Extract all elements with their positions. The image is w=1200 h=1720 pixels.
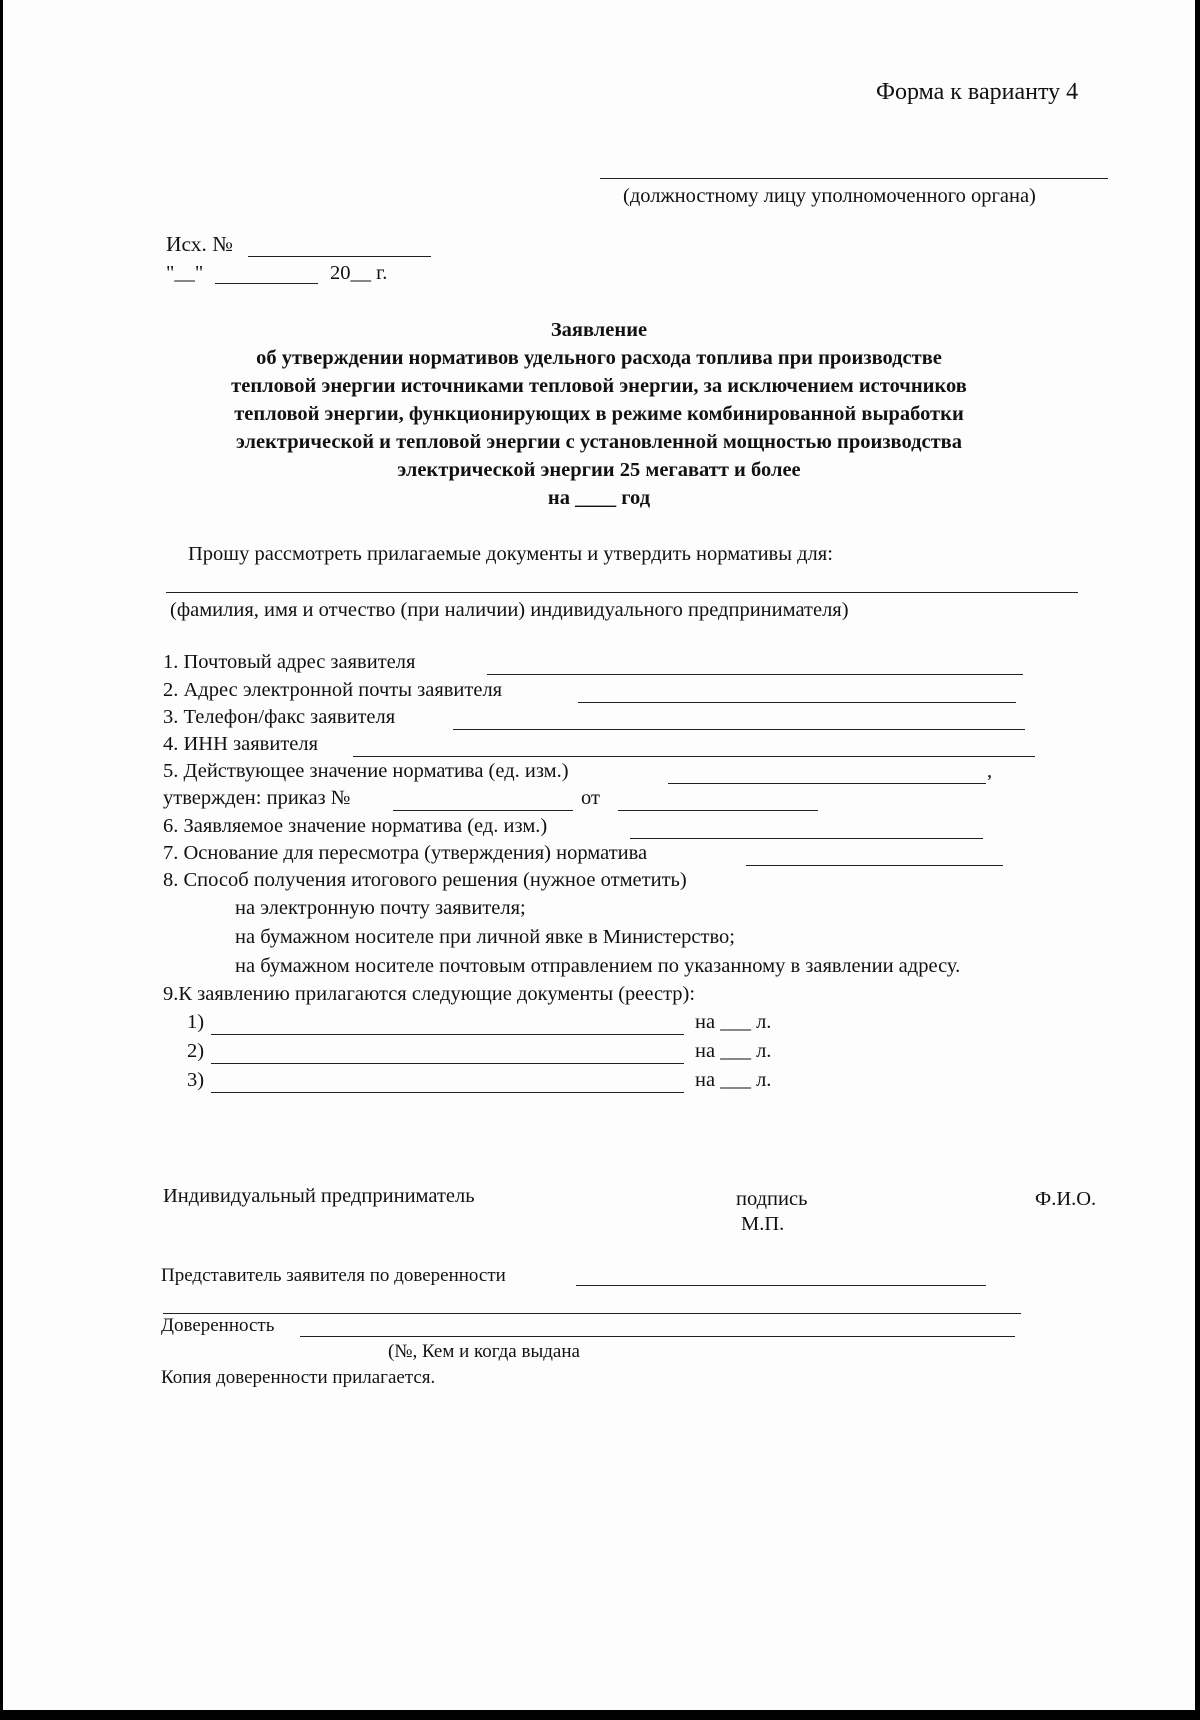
attachment-2-number: 2) [187,1040,205,1062]
power-of-attorney-copy-note: Копия доверенности прилагается. [161,1367,436,1388]
order-date-label: от [581,787,600,809]
date-day: "__" [166,262,204,284]
basis-label: 7. Основание для пересмотра (утверждения) норматива [163,842,648,864]
representative-line[interactable] [576,1285,986,1286]
declared-norm-label: 6. Заявляемое значение норматива (ед. изм.) [163,815,548,837]
power-of-attorney-caption: (№, Кем и когда выдана [388,1341,580,1362]
order-number-line[interactable] [393,810,573,811]
power-of-attorney-line[interactable] [300,1336,1015,1337]
date-year: 20__ г. [330,262,388,284]
title-line-3: тепловой энергии, функционирующих в режиме комбинированной выработки [234,403,964,425]
order-number-label: утвержден: приказ № [163,787,351,809]
request-text: Прошу рассмотреть прилагаемые документы и утвердить нормативы для: [188,543,833,565]
outgoing-number-line[interactable] [248,256,431,257]
postal-address-line[interactable] [487,674,1023,675]
delivery-method-label: 8. Способ получения итогового решения (нужное отметить) [163,869,687,891]
attachments-label: 9.К заявлению прилагаются следующие документы (реестр): [163,983,696,1005]
delivery-option-in-person[interactable]: на бумажном носителе при личной явке в Министерство; [235,926,735,948]
inn-label: 4. ИНН заявителя [163,733,319,755]
power-of-attorney-label: Доверенность [161,1315,275,1336]
attachment-3-number: 3) [187,1069,205,1091]
title-line-4: электрической и тепловой энергии с установленной мощностью производства [235,431,963,453]
delivery-option-email[interactable]: на электронную почту заявителя; [235,897,526,919]
attachment-1-pages: на ___ л. [695,1011,772,1033]
title-line-1: об утверждении нормативов удельного расхода топлива при производстве [256,347,942,369]
title-year-line: на ____ год [547,487,651,509]
inn-line[interactable] [353,756,1035,757]
email-line[interactable] [578,702,1016,703]
entrepreneur-name-line[interactable] [166,592,1078,593]
entrepreneur-name-caption: (фамилия, имя и отчество (при наличии) индивидуального предпринимателя) [170,599,849,621]
phone-line[interactable] [453,729,1025,730]
current-norm-comma: , [987,760,993,782]
form-label: Форма к варианту 4 [876,79,1079,105]
fio-label: Ф.И.О. [1035,1188,1097,1210]
outgoing-number-label: Исх. № [166,232,233,256]
title-heading: Заявление [550,319,648,341]
document-page [3,0,1195,1710]
representative-label: Представитель заявителя по доверенности [161,1265,506,1286]
postal-address-label: 1. Почтовый адрес заявителя [163,651,416,673]
date-month-line[interactable] [215,283,318,284]
attachment-1-number: 1) [187,1011,205,1033]
attachment-3-line[interactable] [211,1092,684,1093]
attachment-2-pages: на ___ л. [695,1040,772,1062]
signature-label: подпись [736,1188,808,1210]
title-line-2: тепловой энергии источниками тепловой энергии, за исключением источников [231,375,967,397]
phone-label: 3. Телефон/факс заявителя [163,706,396,728]
attachment-3-pages: на ___ л. [695,1069,772,1091]
addressee-line[interactable] [600,178,1108,179]
attachment-1-line[interactable] [211,1034,684,1035]
current-norm-line[interactable] [668,783,986,784]
addressee-caption: (должностному лицу уполномоченного органа) [623,185,1036,207]
attachment-2-line[interactable] [211,1063,684,1064]
basis-line[interactable] [746,865,1003,866]
current-norm-label: 5. Действующее значение норматива (ед. изм.) [163,760,569,782]
representative-extra-line[interactable] [163,1313,1021,1314]
declared-norm-line[interactable] [630,838,983,839]
title-line-5: электрической энергии 25 мегаватт и более [397,459,801,481]
seal-label: М.П. [741,1213,785,1235]
email-label: 2. Адрес электронной почты заявителя [163,679,503,701]
order-date-line[interactable] [618,810,818,811]
entrepreneur-label: Индивидуальный предприниматель [163,1185,475,1207]
delivery-option-post[interactable]: на бумажном носителе почтовым отправлением по указанному в заявлении адресу. [235,955,961,977]
